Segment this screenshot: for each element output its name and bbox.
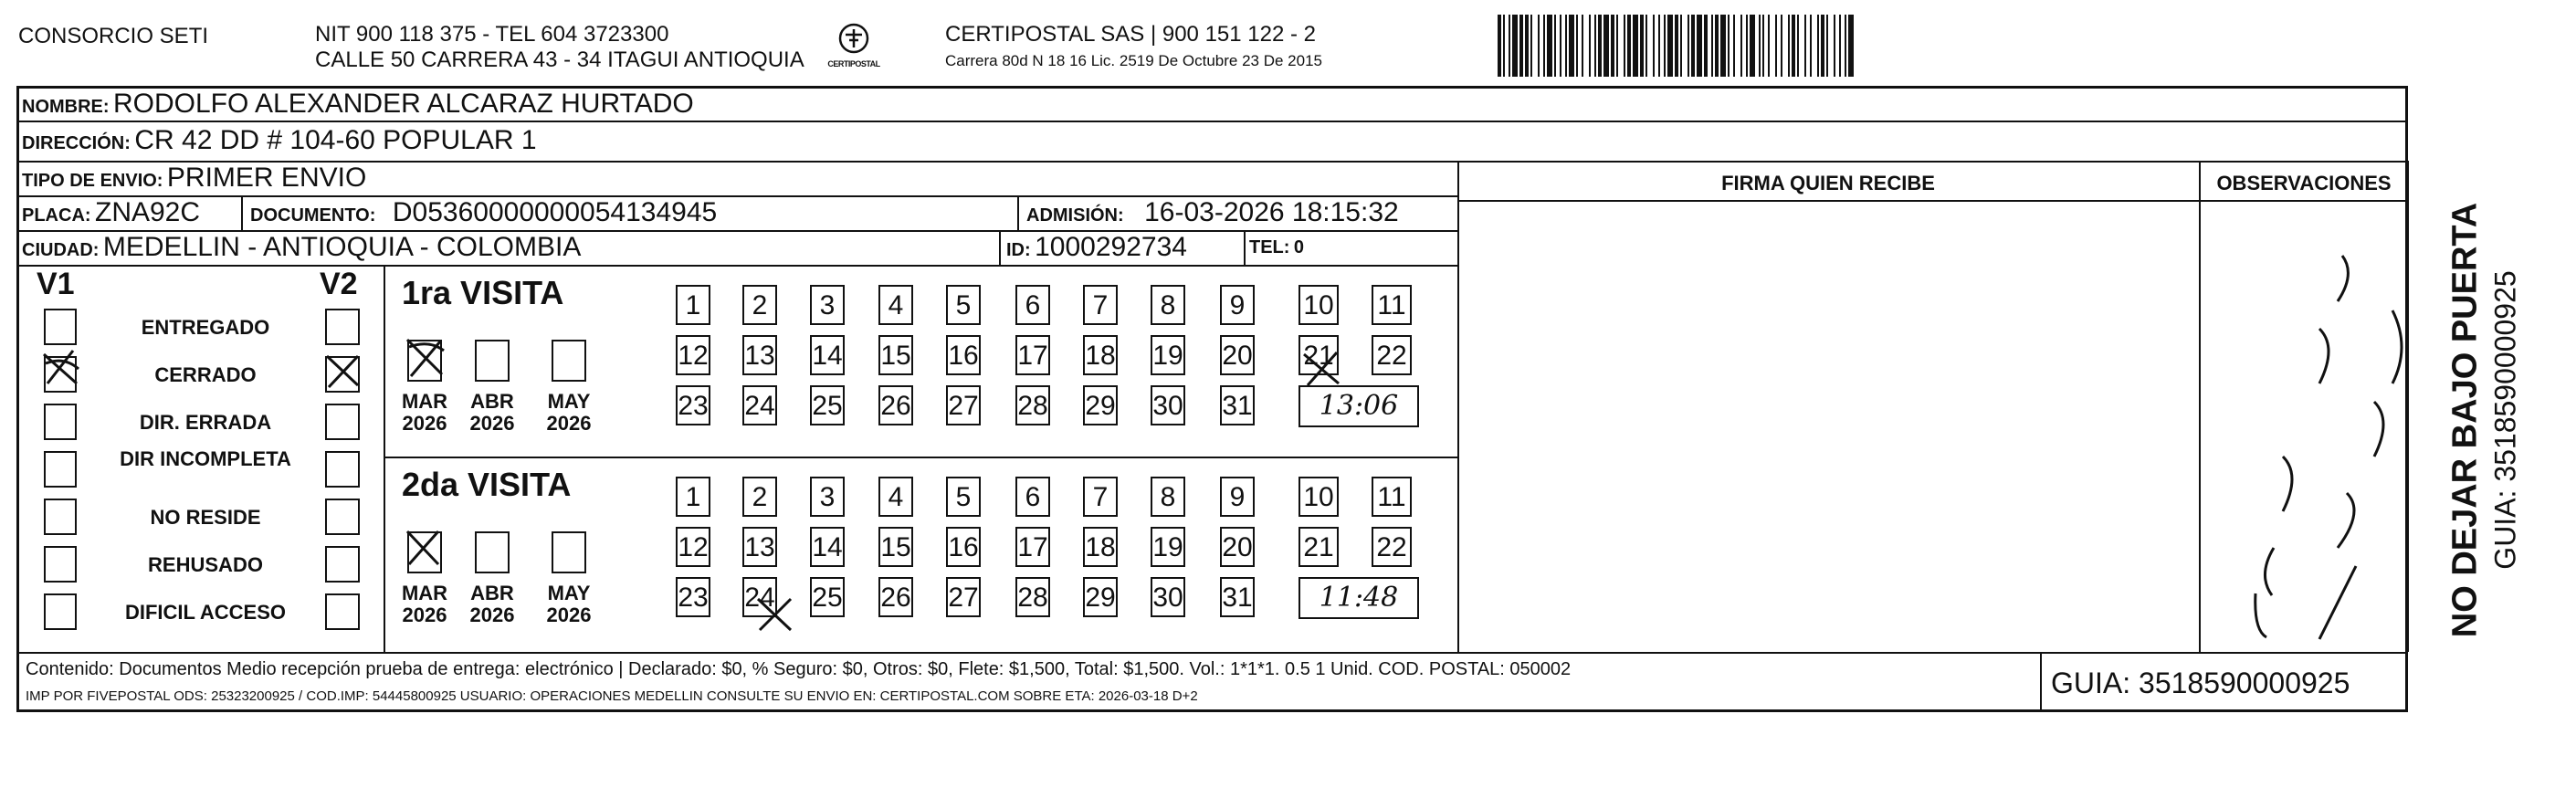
- nit-line: NIT 900 118 375 - TEL 604 3723300: [315, 22, 669, 47]
- day-box[interactable]: 14: [810, 527, 845, 567]
- company-address: CALLE 50 CARRERA 43 - 34 ITAGUI ANTIOQUIA: [315, 47, 804, 72]
- direccion-value: CR 42 DD # 104-60 POPULAR 1: [134, 125, 537, 155]
- placa-label: PLACA:: [22, 205, 91, 226]
- day-box[interactable]: 18: [1083, 527, 1118, 567]
- day-box[interactable]: 30: [1151, 577, 1185, 617]
- day-box[interactable]: 17: [1015, 527, 1050, 567]
- day-box[interactable]: 16: [946, 527, 981, 567]
- day-box[interactable]: 25: [810, 385, 845, 425]
- day-box[interactable]: 13: [742, 527, 777, 567]
- day-box[interactable]: 22: [1372, 527, 1412, 567]
- guia-footer: GUIA: 3518590000925: [2051, 667, 2350, 699]
- day-box[interactable]: 20: [1220, 527, 1255, 567]
- contenido-text: Contenido: Documentos Medio recepción prueba de entrega: electrónico | Declarado: $0, % Seguro: $0, Otros: $0, Flete: $1,500, Total: $1,500. Vol.: 1*1*1. 0.5 1 Unid. COD. POSTAL: 050002: [26, 659, 1572, 679]
- day-box[interactable]: 11: [1372, 285, 1412, 325]
- day-box[interactable]: 1: [676, 285, 710, 325]
- day-box[interactable]: 27: [946, 577, 981, 617]
- company-name: CONSORCIO SETI: [18, 24, 209, 48]
- tel-label: TEL:: [1249, 237, 1290, 257]
- day-box[interactable]: 28: [1015, 385, 1050, 425]
- tipo-envio-value: PRIMER ENVIO: [166, 163, 367, 193]
- month-name: MAY: [547, 390, 591, 413]
- status-label: DIFICIL ACCESO: [124, 601, 286, 624]
- day-box[interactable]: 4: [878, 285, 913, 325]
- month-year: 2026: [469, 604, 515, 626]
- admision-label: ADMISIÓN:: [1026, 205, 1124, 226]
- status-label: DIR INCOMPLETA: [120, 447, 291, 470]
- day-box[interactable]: 6: [1015, 477, 1050, 517]
- day-box[interactable]: 30: [1151, 385, 1185, 425]
- day-box[interactable]: 31: [1220, 577, 1255, 617]
- day-box[interactable]: 29: [1083, 577, 1118, 617]
- day-box[interactable]: 3: [810, 477, 845, 517]
- license-line: Carrera 80d N 18 16 Lic. 2519 De Octubre 23 De 2015: [945, 52, 1322, 69]
- month-name: MAY: [547, 582, 591, 604]
- side-text: [2411, 128, 2520, 712]
- imp-text: IMP POR FIVEPOSTAL ODS: 25323200925 / COD.IMP: 54445800925 USUARIO: OPERACIONES MEDELLIN CONSULTE SU ENVIO EN: CERTIPOSTAL.COM SOBRE ETA: 2026-03-18 D+2: [26, 688, 1198, 704]
- day-box[interactable]: 4: [878, 477, 913, 517]
- day-box[interactable]: 2: [742, 477, 777, 517]
- carrier-line: CERTIPOSTAL SAS | 900 151 122 - 2: [945, 22, 1316, 47]
- month-year: 2026: [546, 604, 592, 626]
- day-box[interactable]: 9: [1220, 285, 1255, 325]
- status-label: REHUSADO: [148, 553, 263, 576]
- day-box[interactable]: 19: [1151, 335, 1185, 375]
- ciudad-label: CIUDAD:: [22, 240, 100, 260]
- day-box[interactable]: 7: [1083, 285, 1118, 325]
- visit-time-box[interactable]: 11:48: [1299, 577, 1419, 619]
- ciudad-value: MEDELLIN - ANTIOQUIA - COLOMBIA: [102, 232, 582, 262]
- day-box[interactable]: 23: [676, 385, 710, 425]
- day-box[interactable]: 7: [1083, 477, 1118, 517]
- observaciones-header: OBSERVACIONES: [2216, 172, 2392, 194]
- status-label: ENTREGADO: [141, 316, 270, 339]
- day-box[interactable]: 10: [1299, 285, 1339, 325]
- day-box[interactable]: 1: [676, 477, 710, 517]
- day-box[interactable]: 10: [1299, 477, 1339, 517]
- day-box[interactable]: 24: [742, 385, 777, 425]
- id-label: ID:: [1006, 240, 1031, 260]
- day-box[interactable]: 23: [676, 577, 710, 617]
- day-box[interactable]: 15: [878, 527, 913, 567]
- firma-header: FIRMA QUIEN RECIBE: [1721, 172, 1935, 194]
- day-box[interactable]: 2: [742, 285, 777, 325]
- month-year: 2026: [546, 412, 592, 435]
- day-box[interactable]: 11: [1372, 477, 1412, 517]
- day-box[interactable]: 27: [946, 385, 981, 425]
- month-year: 2026: [402, 604, 447, 626]
- id-value: 1000292734: [1035, 232, 1187, 262]
- side-warning: NO DEJAR BAJO PUERTA: [2445, 202, 2485, 638]
- day-box[interactable]: 24: [742, 577, 777, 617]
- month-name: ABR: [470, 582, 514, 604]
- v1-header: V1: [37, 267, 75, 301]
- nombre-value: RODOLFO ALEXANDER ALCARAZ HURTADO: [113, 89, 694, 119]
- day-box[interactable]: 8: [1151, 477, 1185, 517]
- day-box[interactable]: 29: [1083, 385, 1118, 425]
- status-label: NO RESIDE: [150, 506, 261, 529]
- day-box[interactable]: 12: [676, 335, 710, 375]
- logo-text: CERTIPOSTAL: [827, 59, 880, 68]
- visit-title-1: 1ra VISITA: [402, 274, 564, 311]
- tel-value: 0: [1293, 237, 1305, 257]
- day-box[interactable]: 5: [946, 285, 981, 325]
- day-box[interactable]: 8: [1151, 285, 1185, 325]
- day-box[interactable]: 25: [810, 577, 845, 617]
- day-box[interactable]: 31: [1220, 385, 1255, 425]
- day-box[interactable]: 13: [742, 335, 777, 375]
- admision-value: 16-03-2026 18:15:32: [1144, 197, 1399, 227]
- status-label: CERRADO: [154, 363, 257, 386]
- day-box[interactable]: 5: [946, 477, 981, 517]
- day-box[interactable]: 15: [878, 335, 913, 375]
- month-name: MAR: [401, 582, 448, 604]
- day-box[interactable]: 14: [810, 335, 845, 375]
- day-box[interactable]: 6: [1015, 285, 1050, 325]
- nombre-label: NOMBRE:: [22, 97, 110, 117]
- visit-title-2: 2da VISITA: [402, 466, 572, 503]
- month-name: ABR: [470, 390, 514, 413]
- day-box[interactable]: 16: [946, 335, 981, 375]
- month-name: MAR: [401, 390, 448, 413]
- day-box[interactable]: 28: [1015, 577, 1050, 617]
- documento-label: DOCUMENTO:: [250, 205, 376, 226]
- day-box[interactable]: 21: [1299, 335, 1339, 375]
- direccion-label: DIRECCIÓN:: [22, 133, 131, 153]
- visit-time-box[interactable]: 13:06: [1299, 385, 1419, 427]
- day-box[interactable]: 22: [1372, 335, 1412, 375]
- day-box[interactable]: 9: [1220, 477, 1255, 517]
- day-box[interactable]: 19: [1151, 527, 1185, 567]
- day-box[interactable]: 12: [676, 527, 710, 567]
- documento-value: D05360000000054134945: [392, 197, 718, 227]
- day-box[interactable]: 20: [1220, 335, 1255, 375]
- day-box[interactable]: 21: [1299, 527, 1339, 567]
- month-year: 2026: [469, 412, 515, 435]
- day-box[interactable]: 3: [810, 285, 845, 325]
- status-label: DIR. ERRADA: [139, 411, 272, 434]
- day-box[interactable]: 26: [878, 577, 913, 617]
- day-box[interactable]: 26: [878, 385, 913, 425]
- day-box[interactable]: 17: [1015, 335, 1050, 375]
- side-guia: GUIA: 3518590000925: [2488, 270, 2522, 570]
- placa-value: ZNA92C: [95, 197, 201, 227]
- month-year: 2026: [402, 412, 447, 435]
- v2-header: V2: [320, 267, 358, 301]
- day-box[interactable]: 18: [1083, 335, 1118, 375]
- tipo-envio-label: TIPO DE ENVIO:: [22, 171, 163, 191]
